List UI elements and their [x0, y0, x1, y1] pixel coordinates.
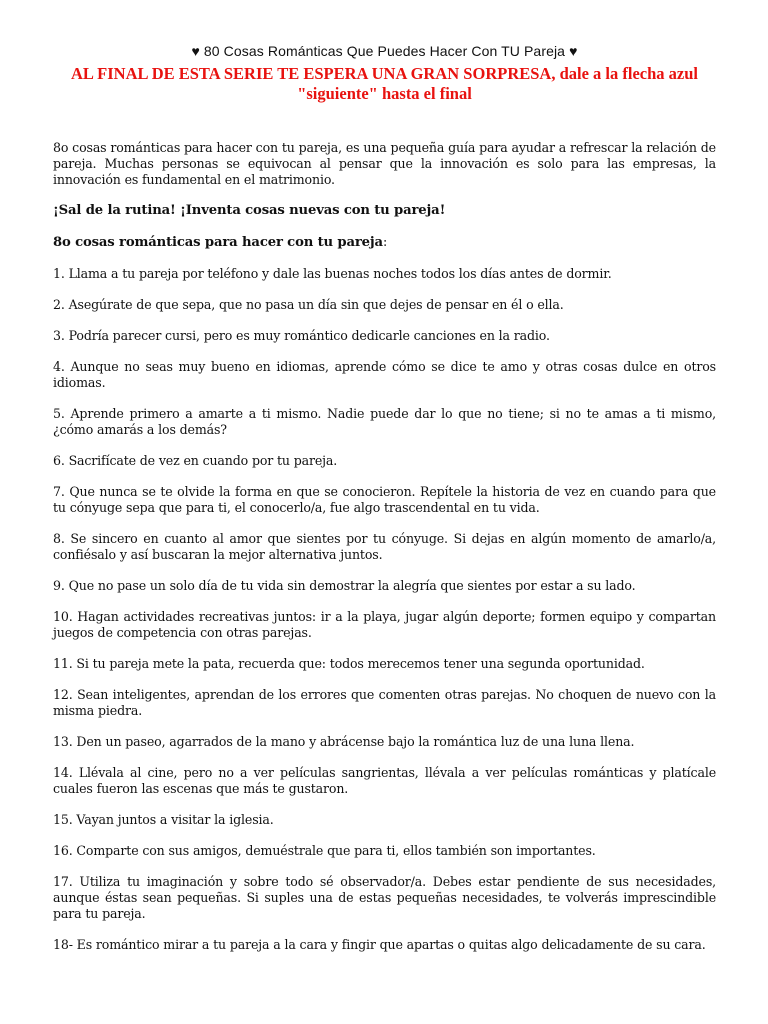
title-text: 80 Cosas Románticas Que Puedes Hacer Con TU Pareja [203, 43, 566, 59]
list-item: 11. Si tu pareja mete la pata, recuerda que: todos merecemos tener una segunda oportunidad. [53, 656, 645, 671]
list-item: 6. Sacrifícate de vez en cuando por tu pareja. [53, 453, 338, 468]
slogan: ¡Sal de la rutina! ¡Inventa cosas nuevas con tu pareja! [53, 203, 446, 218]
list-item: 12. Sean inteligentes, aprendan de los errores que comenten otras parejas. No choquen de nuevo con la misma piedra. [53, 687, 716, 718]
list-item: 14. Llévala al cine, pero no a ver películas sangrientas, llévala a ver películas románticas y platícale cuales fueron las escenas que más te gustaron. [53, 765, 716, 796]
notice-line-1: AL FINAL DE ESTA SERIE TE ESPERA UNA GRAN SORPRESA, dale a la flecha azul [71, 64, 698, 83]
list-heading-colon: : [382, 234, 388, 249]
surprise-notice [53, 64, 716, 104]
document-title [53, 42, 716, 60]
list-heading-text: 8o cosas románticas para hacer con tu pareja [53, 235, 383, 250]
list-item: 7. Que nunca se te olvide la forma en que se conocieron. Repítele la historia de vez en cuando para que tu cónyuge sepa que para ti, el conocerlo/a, fue algo trascendental en tu vida. [53, 484, 716, 515]
list-item: 9. Que no pase un solo día de tu vida sin demostrar la alegría que sientes por estar a su lado. [53, 578, 636, 593]
list-item: 8. Se sincero en cuanto al amor que sientes por tu cónyuge. Si dejas en algún momento de amarlo/a, confiésalo y así buscaran la mejor alternativa juntos. [53, 531, 716, 562]
intro-paragraph: 8o cosas románticas para hacer con tu pareja, es una pequeña guía para ayudar a refrescar la relación de pareja. Muchas personas se equivocan al pensar que la innovación es solo para las empresas, la innovación es fundamental en el matrimonio. [53, 140, 716, 187]
document-body [53, 140, 716, 953]
heart-icon: ♥ [191, 43, 200, 59]
list-heading [53, 234, 716, 251]
list-item: 18- Es romántico mirar a tu pareja a la cara y fingir que apartas o quitas algo delicadamente de su cara. [53, 937, 706, 952]
list-item: 17. Utiliza tu imaginación y sobre todo sé observador/a. Debes estar pendiente de sus necesidades, aunque éstas sean pequeñas. Si suples una de estas pequeñas necesidades, te volverás imprescindible para tu pareja. [53, 874, 716, 921]
notice-line-2: "siguiente" hasta el final [297, 84, 472, 103]
list-item: 2. Asegúrate de que sepa, que no pasa un día sin que dejes de pensar en él o ella. [53, 297, 564, 312]
heart-icon: ♥ [569, 43, 578, 59]
list-item: 13. Den un paseo, agarrados de la mano y abrácense bajo la romántica luz de una luna llena. [53, 734, 635, 749]
list-item: 10. Hagan actividades recreativas juntos: ir a la playa, jugar algún deporte; formen equipo y compartan juegos de competencia con otras parejas. [53, 609, 716, 640]
list-item: 16. Comparte con sus amigos, demuéstrale que para ti, ellos también son importantes. [53, 843, 596, 858]
list-item: 1. Llama a tu pareja por teléfono y dale las buenas noches todos los días antes de dormir. [53, 266, 612, 281]
list-item: 5. Aprende primero a amarte a ti mismo. Nadie puede dar lo que no tiene; si no te amas a ti mismo, ¿cómo amarás a los demás? [53, 406, 716, 437]
list-item: 4. Aunque no seas muy bueno en idiomas, aprende cómo se dice te amo y otras cosas dulce en otros idiomas. [53, 359, 716, 390]
document-header [53, 42, 716, 104]
list-item: 15. Vayan juntos a visitar la iglesia. [53, 812, 274, 827]
list-item: 3. Podría parecer cursi, pero es muy romántico dedicarle canciones en la radio. [53, 328, 550, 343]
